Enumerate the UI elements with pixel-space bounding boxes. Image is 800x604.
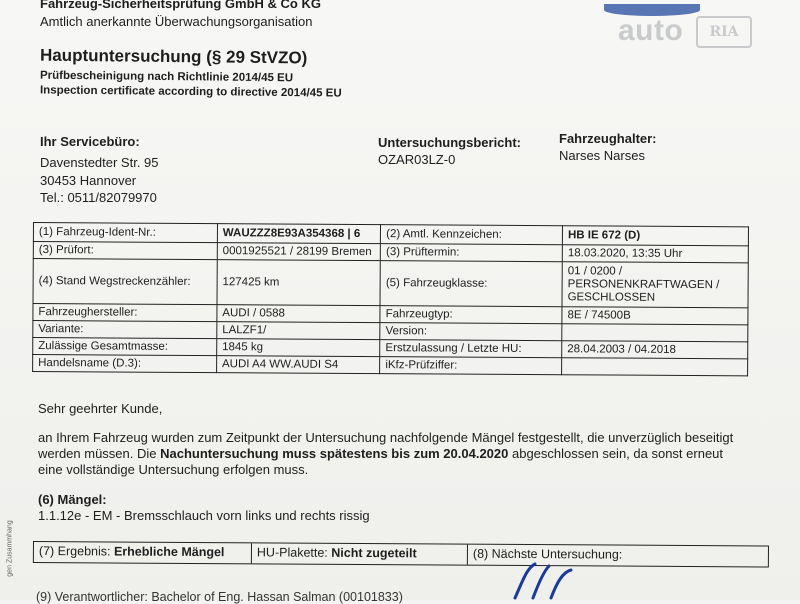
- row-label: Zulässige Gesamtmasse:: [33, 338, 217, 356]
- service-office-city: 30453 Hannover: [40, 173, 137, 188]
- row-value: [562, 358, 748, 376]
- letter-greeting: Sehr geehrter Kunde,: [38, 401, 163, 416]
- sticker-value: Nicht zugeteilt: [331, 545, 417, 561]
- reinspection-deadline: Nachuntersuchung muss spätestens bis zum 20.04.2020: [160, 446, 509, 461]
- result-box: [33, 541, 769, 567]
- row-label: (2) Amtl. Kennzeichen:: [381, 225, 563, 245]
- owner-label: Fahrzeughalter:: [559, 131, 657, 146]
- letter-line-3: eine vollständige Untersuchung erfolgen muss.: [38, 462, 309, 477]
- row-label: (1) Fahrzeug-Ident-Nr.:: [33, 223, 217, 243]
- auto-ria-watermark: [610, 12, 752, 52]
- row-label: (4) Stand Wegstreckenzähler:: [33, 259, 217, 305]
- service-office-phone: Tel.: 0511/82079970: [40, 190, 157, 205]
- defects-heading: (6) Mängel:: [38, 492, 107, 507]
- signature-icon: [505, 560, 615, 600]
- authority-line: Amtlich anerkannte Überwachungsorganisation: [40, 14, 313, 29]
- document-title: Hauptuntersuchung (§ 29 StVZO): [39, 45, 308, 68]
- owner-name: Narses Narses: [559, 148, 645, 163]
- sticker-cell: [252, 543, 468, 564]
- row-label: (3) Prüfort:: [33, 242, 217, 260]
- plate-value: HB IE 672 (D): [562, 226, 748, 246]
- result-label: (7) Ergebnis:: [38, 544, 115, 559]
- row-value: LALZF1/: [217, 322, 380, 340]
- result-value: Erhebliche Mängel: [113, 544, 225, 560]
- row-value: 1845 kg: [217, 339, 380, 357]
- row-label: Variante:: [33, 321, 217, 339]
- watermark-badge: RIA: [696, 16, 752, 48]
- row-label: Handelsname (D.3):: [33, 355, 217, 373]
- letter-line-1: an Ihrem Fahrzeug wurden zum Zeitpunkt der Untersuchung nachfolgende Mängel festgestellt, die unverzüglich beseitigt: [38, 430, 734, 445]
- table-row: [33, 355, 748, 376]
- margin-text: gen Zusammhang: [6, 520, 14, 577]
- sticker-label: HU-Plakette:: [256, 545, 332, 560]
- subtitle-german: Prüfbescheinigung nach Richtlinie 2014/45 EU: [39, 69, 294, 85]
- report-label: Untersuchungsbericht:: [378, 135, 522, 150]
- vin-value: WAUZZZ8E93A354368 | 6: [217, 224, 380, 244]
- report-number: OZAR03LZ-0: [378, 152, 456, 167]
- next-inspection-label: (8) Nächste Untersuchung:: [472, 546, 623, 562]
- letter-line-2-start: werden müssen. Die: [38, 446, 161, 461]
- row-label: Fahrzeugtyp:: [380, 306, 562, 324]
- row-label: Erstzulassung / Letzte HU:: [380, 340, 562, 358]
- row-value: 01 / 0200 / PERSONENKRAFTWAGEN / GESCHLOSSEN: [562, 262, 748, 308]
- row-label: Version:: [380, 323, 562, 341]
- row-value: 127425 km: [217, 260, 381, 306]
- letter-line-2-end: abgeschlossen sein, da sonst erneut: [508, 446, 724, 461]
- row-value: AUDI A4 WW.AUDI S4: [216, 356, 379, 374]
- row-label: (5) Fahrzeugklasse:: [380, 261, 562, 307]
- vehicle-data-table: [32, 222, 749, 376]
- watermark-brand: auto: [618, 14, 684, 47]
- row-value: 0001925521 / 28199 Bremen: [217, 243, 380, 261]
- row-value: 28.04.2003 / 04.2018: [562, 341, 748, 359]
- responsible-line: (9) Verantwortlicher: Bachelor of Eng. Hassan Salman (00101833): [36, 590, 403, 604]
- subtitle-english: Inspection certificate according to directive 2014/45 EU: [39, 84, 342, 100]
- company-name: Fahrzeug-Sicherheitsprüfung GmbH & Co KG: [40, 0, 321, 11]
- row-label: Fahrzeughersteller:: [33, 304, 217, 322]
- row-value: 8E / 74500B: [562, 307, 748, 325]
- defect-item: 1.1.12e - EM - Bremsschlauch vorn links und rechts rissig: [38, 508, 370, 523]
- table-row: [33, 259, 748, 308]
- row-value: 18.03.2020, 13:35 Uhr: [562, 245, 748, 263]
- row-value: AUDI / 0588: [217, 305, 380, 323]
- row-label: (3) Prüftermin:: [380, 244, 562, 262]
- result-cell: [34, 542, 252, 563]
- service-office-street: Davenstedter Str. 95: [40, 155, 159, 170]
- row-value: [562, 324, 748, 342]
- letter-line-2: [38, 446, 723, 461]
- service-office-label: Ihr Servicebüro:: [40, 134, 140, 149]
- row-label: iKfz-Prüfziffer:: [380, 357, 562, 375]
